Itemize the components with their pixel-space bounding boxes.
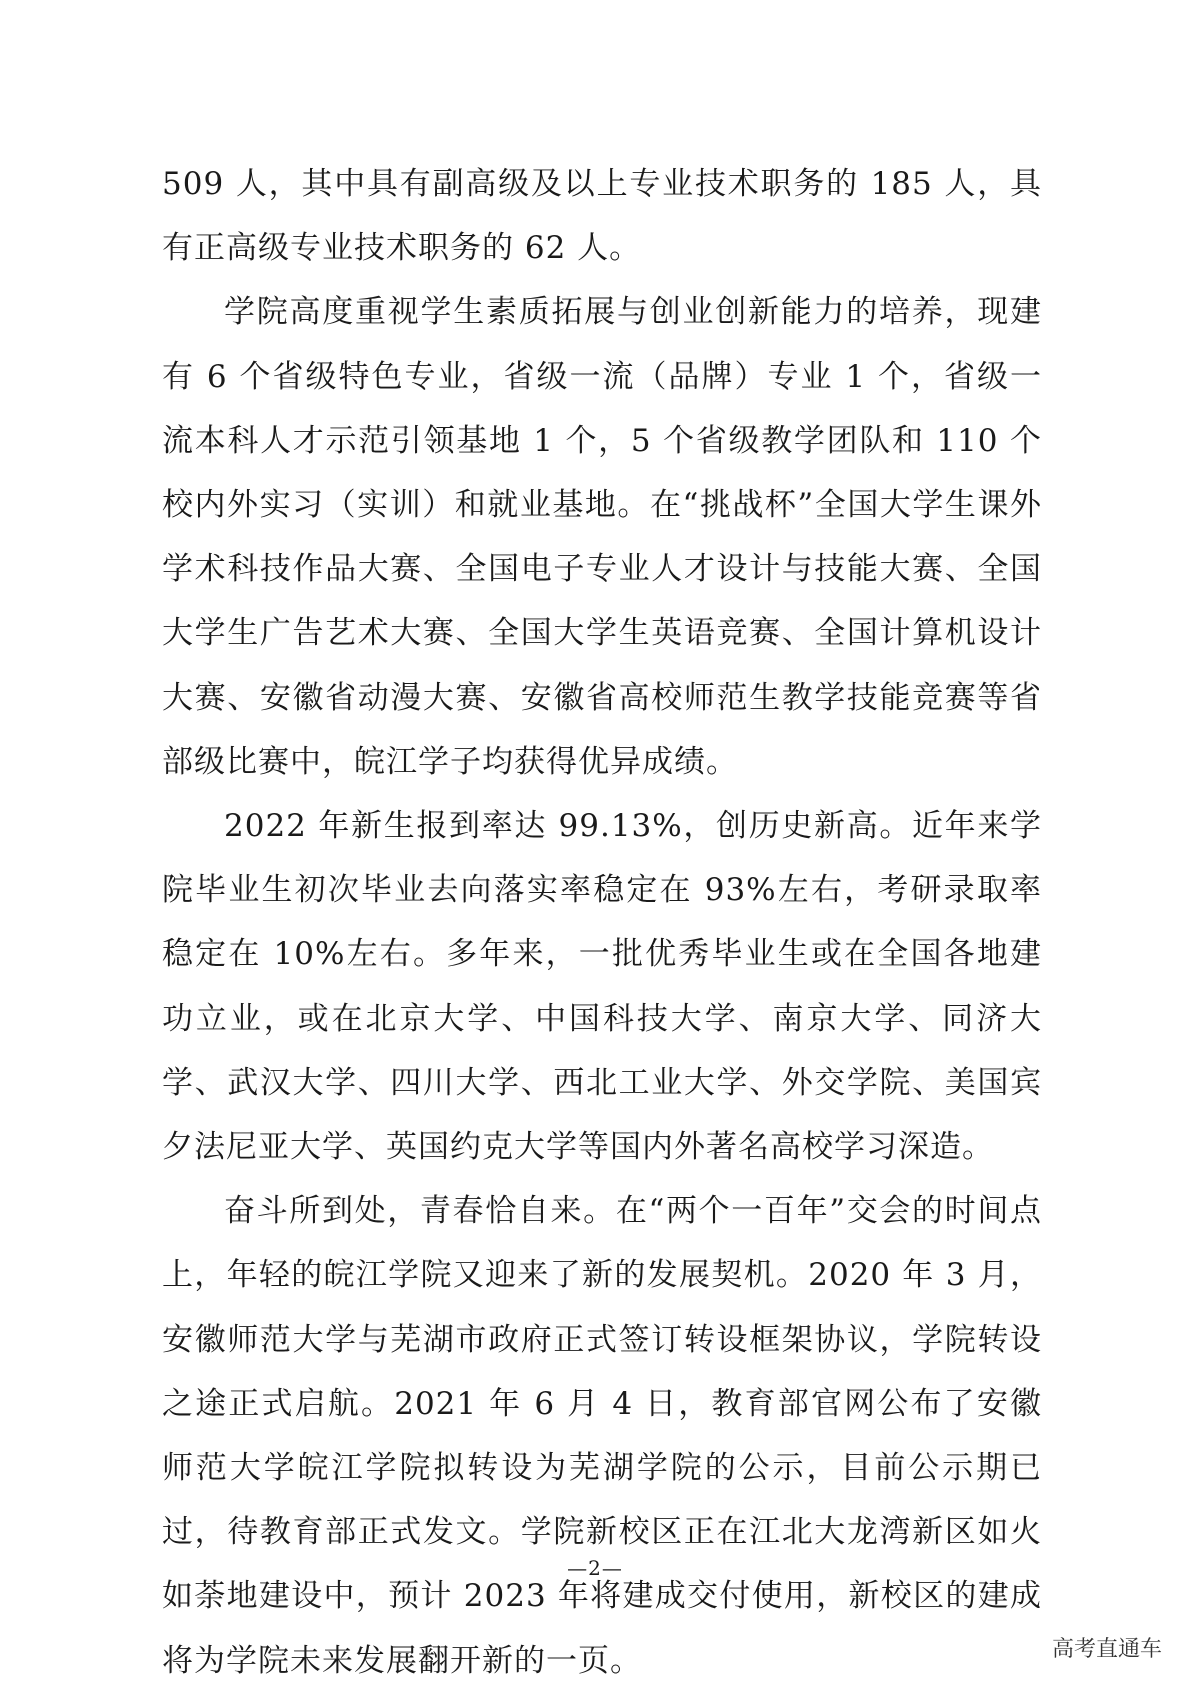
- paragraph-student-development: 学院高度重视学生素质拓展与创业创新能力的培养，现建有 6 个省级特色专业，省级一流（品牌）专业 1 个，省级一流本科人才示范引领基地 1 个，5 个省级教学团队和 110 个校内外实习（实训）和就业基地。在“挑战杯”全国大学生课外学术科技作品大赛、全国电子专业人才设计与技能大赛、全国大学生广告艺术大赛、全国大学生英语竞赛、全国计算机设计大赛、安徽省动漫大赛、安徽省高校师范生教学技能竞赛等省部级比赛中，皖江学子均获得优异成绩。: [162, 294, 1042, 780]
- paragraph-faculty-count: 509 人，其中具有副高级及以上专业技术职务的 185 人，具有正高级专业技术职务的 62 人。: [162, 166, 1042, 267]
- paragraph-transformation: 奋斗所到处，青春恰自来。在“两个一百年”交会的时间点上，年轻的皖江学院又迎来了新的发展契机。2020 年 3 月，安徽师范大学与芜湖市政府正式签订转设框架协议，学院转设之途正式启航。2021 年 6 月 4 日，教育部官网公布了安徽师范大学皖江学院拟转设为芜湖学院的公示，目前公示期已过，待教育部正式发文。学院新校区正在江北大龙湾新区如火如荼地建设中，预计 2023 年将建成交付使用，新校区的建成将为学院未来发展翻开新的一页。: [162, 1193, 1042, 1679]
- page-number: —2—: [567, 1556, 623, 1580]
- paragraph-enrollment-graduates: 2022 年新生报到率达 99.13%，创历史新高。近年来学院毕业生初次毕业去向落实率稳定在 93%左右，考研录取率稳定在 10%左右。多年来，一批优秀毕业生或在全国各地建功立业，或在北京大学、中国科技大学、南京大学、同济大学、武汉大学、四川大学、西北工业大学、外交学院、美国宾夕法尼亚大学、英国约克大学等国内外著名高校学习深造。: [162, 808, 1042, 1166]
- watermark-text: 高考直通车: [1051, 1637, 1162, 1662]
- document-body: [162, 152, 1042, 1693]
